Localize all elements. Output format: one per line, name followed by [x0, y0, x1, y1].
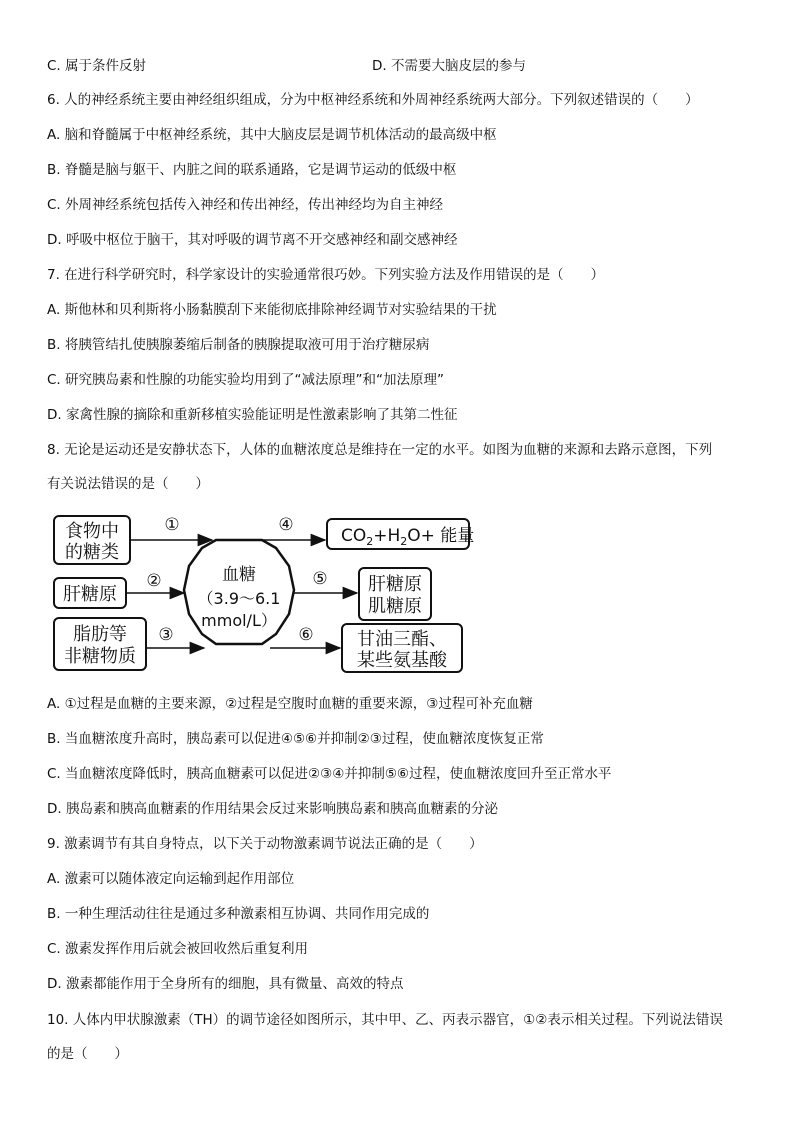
blood-sugar-label: 血糖 — [222, 565, 256, 585]
question-10-line1: 10. 人体内甲状腺激素（TH）的调节途径如图所示，其中甲、乙、丙表示器官，①②表示相关过程。下列说法错误 — [47, 1012, 723, 1028]
q8-option-c: C. 当血糖浓度降低时，胰高血糖素可以促进②③④并抑制⑤⑥过程，使血糖浓度回升至正常水平 — [47, 766, 612, 782]
question-8-line2: 有关说法错误的是（ ） — [47, 476, 209, 492]
q9-option-b: B. 一种生理活动往往是通过多种激素相互协调、共同作用完成的 — [47, 906, 430, 922]
co2-water-energy-label — [341, 526, 474, 548]
q9-option-c: C. 激素发挥作用后就会被回收然后重复利用 — [47, 941, 309, 957]
h-part: +H — [373, 526, 401, 546]
glycogen-store-label-1: 肝糖原 — [368, 574, 422, 595]
q6-option-c: C. 外周神经系统包括传入神经和传出神经，传出神经均为自主神经 — [47, 197, 444, 213]
q8-option-a: A. ①过程是血糖的主要来源，②过程是空腹时血糖的重要来源，③过程可补充血糖 — [47, 696, 533, 712]
option-c: C. 属于条件反射 — [47, 58, 147, 74]
q6-option-d: D. 呼吸中枢位于脑干，其对呼吸的调节离不开交感神经和副交感神经 — [47, 232, 458, 248]
q8-option-b: B. 当血糖浓度升高时，胰岛素可以促进④⑤⑥并抑制②③过程，使血糖浓度恢复正常 — [47, 731, 544, 747]
co2-subscript: 2 — [366, 535, 374, 548]
co2-part: CO — [341, 526, 367, 546]
question-9: 9. 激素调节有其自身特点，以下关于动物激素调节说法正确的是（ ） — [47, 836, 483, 852]
h2o-subscript: 2 — [400, 535, 408, 548]
step-2-label: ② — [146, 571, 162, 591]
question-10-line2: 的是（ ） — [47, 1046, 128, 1062]
step-5-label: ⑤ — [312, 569, 328, 589]
step-3-label: ③ — [158, 625, 174, 645]
triglyceride-label-2: 某些氨基酸 — [357, 650, 447, 671]
question-7: 7. 在进行科学研究时，科学家设计的实验通常很巧妙。下列实验方法及作用错误的是（ ） — [47, 267, 605, 283]
liver-glycogen-label: 肝糖原 — [63, 584, 117, 605]
step-1-label: ① — [164, 515, 180, 535]
q6-option-b: B. 脊髓是脑与躯干、内脏之间的联系通路，它是调节运动的低级中枢 — [47, 162, 457, 178]
energy-part: O+ 能量 — [407, 526, 474, 546]
q9-option-a: A. 激素可以随体液定向运输到起作用部位 — [47, 871, 295, 887]
question-8-line1: 8. 无论是运动还是安静状态下，人体的血糖浓度总是维持在一定的水平。如图为血糖的来源和去路示意图，下列 — [47, 442, 713, 458]
food-sugar-label-1: 食物中 — [65, 521, 119, 542]
q8-option-d: D. 胰岛素和胰高血糖素的作用结果会反过来影响胰岛素和胰高血糖素的分泌 — [47, 801, 498, 817]
q7-option-b: B. 将胰管结扎使胰腺萎缩后制备的胰腺提取液可用于治疗糖尿病 — [47, 337, 430, 353]
triglyceride-label-1: 甘油三酯、 — [357, 629, 447, 650]
q7-option-d: D. 家禽性腺的摘除和重新移植实验能证明是性激素影响了其第二性征 — [47, 407, 458, 423]
blood-sugar-range-2: mmol/L） — [201, 611, 277, 630]
fat-label-1: 脂肪等 — [73, 624, 127, 645]
blood-sugar-diagram — [44, 508, 474, 680]
blood-sugar-range-1: （3.9～6.1 — [197, 589, 281, 608]
fat-label-2: 非糖物质 — [64, 646, 136, 667]
q7-option-a: A. 斯他林和贝利斯将小肠黏膜刮下来能彻底排除神经调节对实验结果的干扰 — [47, 302, 497, 318]
q7-option-c: C. 研究胰岛素和性腺的功能实验均用到了“减法原理”和“加法原理” — [47, 372, 444, 388]
food-sugar-label-2: 的糖类 — [65, 542, 119, 563]
q9-option-d: D. 激素都能作用于全身所有的细胞，具有微量、高效的特点 — [47, 976, 404, 992]
question-6: 6. 人的神经系统主要由神经组织组成，分为中枢神经系统和外周神经系统两大部分。下列叙述错误的（ ） — [47, 92, 699, 108]
option-d: D. 不需要大脑皮层的参与 — [372, 58, 526, 74]
step-6-label: ⑥ — [298, 625, 314, 645]
step-4-label: ④ — [278, 515, 294, 535]
glycogen-store-label-2: 肌糖原 — [368, 596, 422, 617]
q6-option-a: A. 脑和脊髓属于中枢神经系统，其中大脑皮层是调节机体活动的最高级中枢 — [47, 127, 497, 143]
